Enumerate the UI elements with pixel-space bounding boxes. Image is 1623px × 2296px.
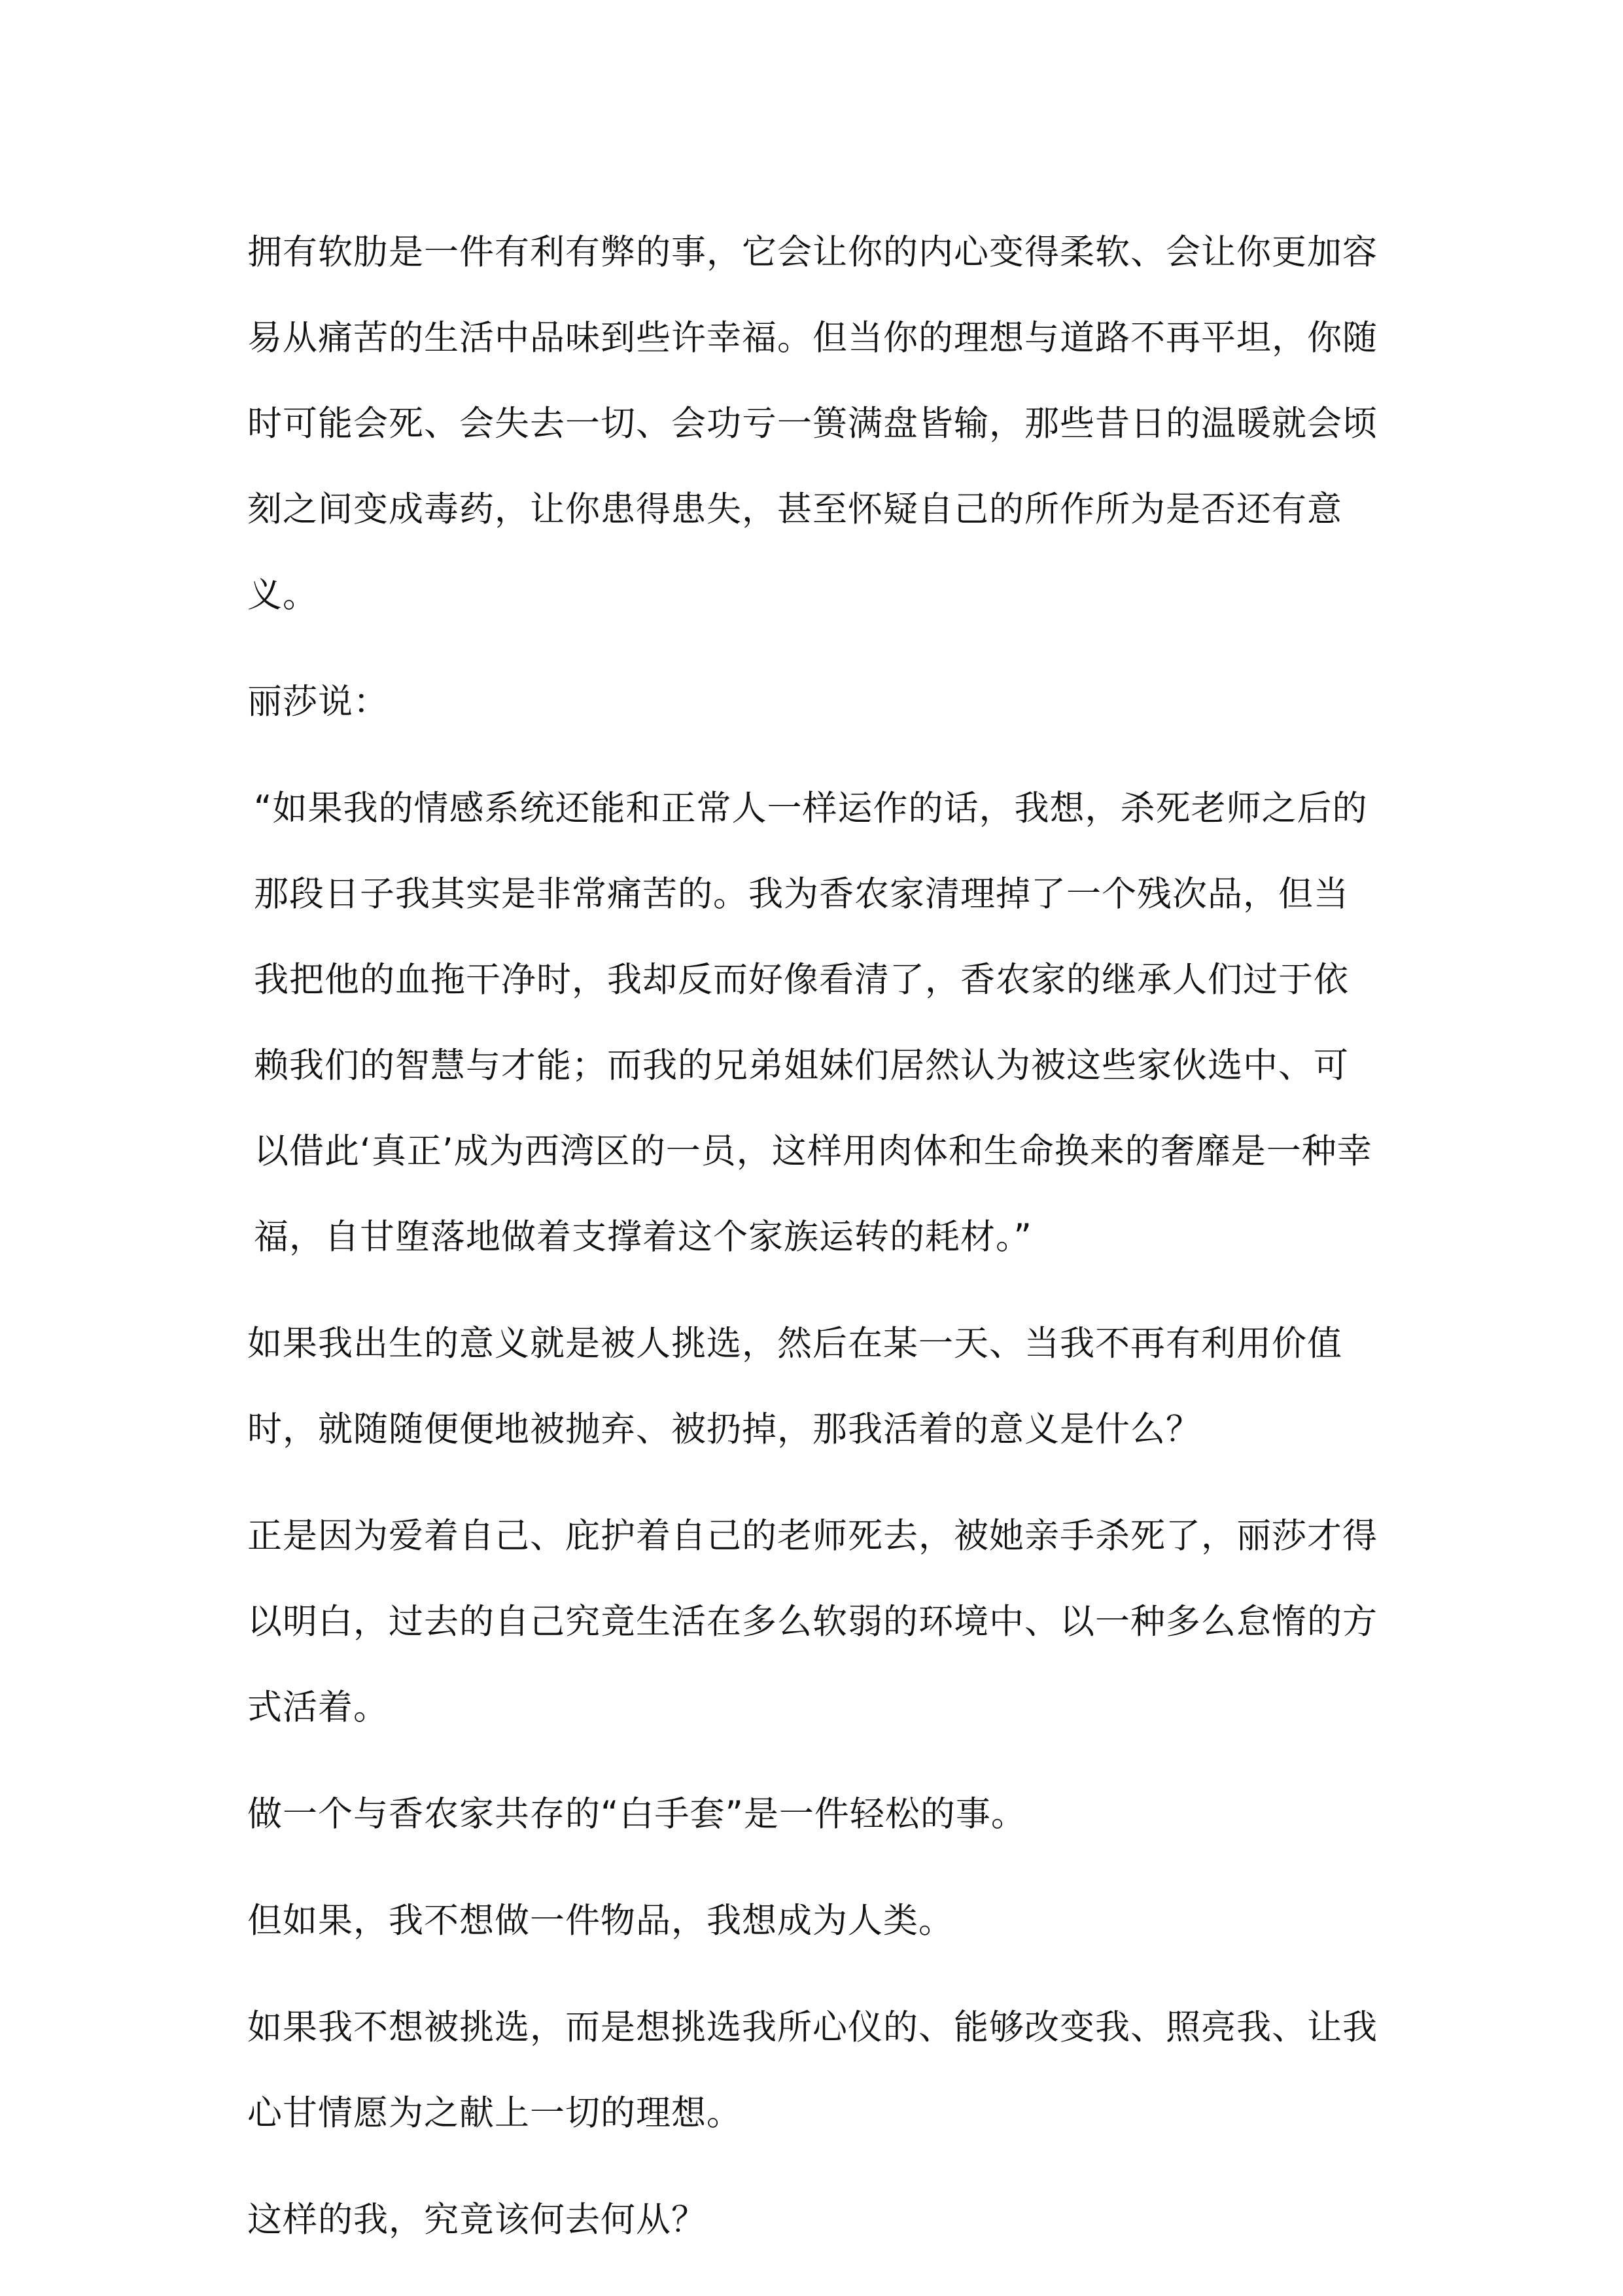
paragraph-9: 这样的我，究竟该何去何从？ bbox=[247, 2200, 707, 2240]
paragraph-1: 拥有软肋是一件有利有弊的事，它会让你的内心变得柔软、会让你更加容易从痛苦的生活中品味到些许幸福。但当你的理想与道路不再平坦，你随时可能会死、会失去一切、会功亏一篑满盘皆输，那些昔日的温暖就会顷刻之间变成毒药，让你患得患失，甚至怀疑自己的所作所为是否还有意义。 bbox=[247, 232, 1378, 615]
paragraph-4: 如果我出生的意义就是被人挑选，然后在某一天、当我不再有利用价值时，就随随便便地被抛弃、被扔掉，那我活着的意义是什么？ bbox=[247, 1324, 1342, 1449]
paragraph-2: 丽莎说： bbox=[247, 682, 389, 722]
paragraph-6: 做一个与香农家共存的“白手套”是一件轻松的事。 bbox=[247, 1794, 1026, 1834]
paragraph-5: 正是因为爱着自己、庇护着自己的老师死去，被她亲手杀死了，丽莎才得以明白，过去的自己究竟生活在多么软弱的环境中、以一种多么怠惰的方式活着。 bbox=[247, 1516, 1378, 1727]
body-text bbox=[247, 209, 1379, 2263]
paragraph-7: 但如果，我不想做一件物品，我想成为人类。 bbox=[247, 1901, 954, 1941]
paragraph-8: 如果我不想被挑选，而是想挑选我所心仪的、能够改变我、照亮我、让我心甘情愿为之献上一切的理想。 bbox=[247, 2007, 1378, 2133]
quote-paragraph: “如果我的情感系统还能和正常人一样运作的话，我想，杀死老师之后的那段日子我其实是非常痛苦的。我为香农家清理掉了一个残次品，但当我把他的血拖干净时，我却反而好像看清了，香农家的继承人们过于依赖我们的智慧与才能；而我的兄弟姐妹们居然认为被这些家伙选中、可以借此‘真正’成为西湾区的一员，这样用肉体和生命换来的奢靡是一种幸福，自甘堕落地做着支撑着这个家族运转的耗材。” bbox=[254, 788, 1372, 1257]
